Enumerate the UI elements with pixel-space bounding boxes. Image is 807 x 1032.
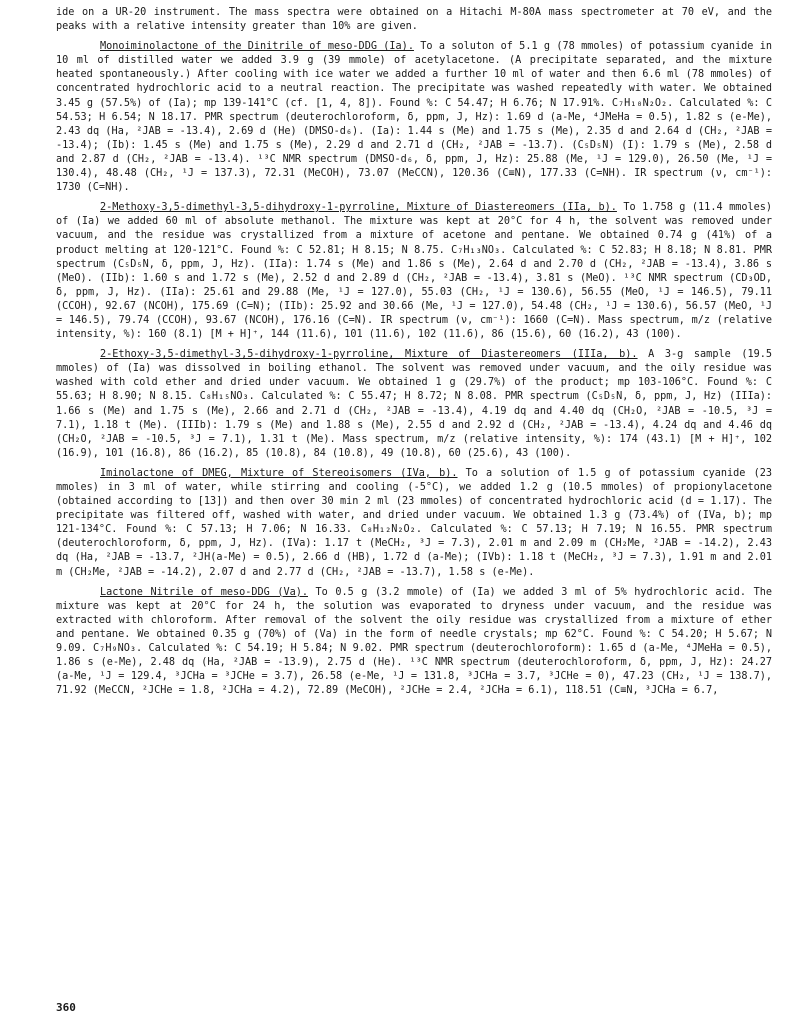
section-iia-b — [56, 201, 772, 342]
page-number: 360 — [56, 1001, 76, 1014]
section-ia — [56, 40, 772, 195]
section-va — [56, 586, 772, 699]
section-iva-b — [56, 467, 772, 580]
section-heading-iiia-b: 2-Ethoxy-3,5-dimethyl-3,5-dihydroxy-1-pyrroline, Mixture of Diastereomers (IIIa, b). — [100, 349, 638, 361]
section-body-iiia-b: A 3-g sample (19.5 mmoles) of (Ia) was dissolved in boiling ethanol. The solvent was removed under vacuum, and the oily residue was washed with cold ether and dried under vacuum. We obtained 1 g (29.7%) of the product; mp 103-106°C. Found %: C 55.63; H 8.90; N 8.15. C₈H₁₅NO₃. Calculated %: C 55.47; H 8.72; N 8.08. PMR spectrum (C₅D₅N, δ, ppm, J, Hz) (IIIa): 1.66 s (Me) and 1.75 s (Me), 2.66 and 2.71 d (CH₂, ²JAB = -13.4), 4.19 dq and 4.40 dq (CH₂O, ²JAB = -10.5, ³J = 7.1), 1.18 t (Me). (IIIb): 1.79 s (Me) and 1.88 s (Me), 2.55 d and 2.92 d (CH₂, ²JAB = -13.4), 4.24 dq and 4.46 dq (CH₂O, ²JAB = -10.5, ³J = 7.1), 1.31 t (Me). Mass spectrum, m/z (relative intensity, %): 174 (43.1) [M + H]⁺, 102 (16.9), 101 (16.8), 86 (16.2), 85 (10.8), 84 (10.8), 49 (10.8), 60 (25.6), 43 (100). — [56, 349, 772, 459]
section-heading-iva-b: Iminolactone of DMEG, Mixture of Stereoisomers (IVa, b). — [100, 467, 458, 479]
section-iiia-b — [56, 348, 772, 461]
section-body-va: To 0.5 g (3.2 mmole) of (Ia) we added 3 ml of 5% hydrochloric acid. The mixture was kept at 20°C for 24 h, the solution was evaporated to dryness under vacuum, and the residue was extracted with chloroform. After removal of the solvent the oily residue was crystallized from a mixture of ether and pentane. We obtained 0.35 g (70%) of (Va) in the form of needle crystals; mp 62°C. Found %: C 54.20; H 5.67; N 9.09. C₇H₉NO₃. Calculated %: C 54.19; H 5.84; N 9.02. PMR spectrum (deuterochloroform): 1.65 d (a-Me, ⁴JMeHa = 0.5), 1.86 s (e-Me), 2.48 dq (Ha, ²JAB = -13.9), 2.75 d (He). ¹³C NMR spectrum (deuterochloroform, δ, ppm, J, Hz): 24.27 (a-Me, ¹J = 129.4, ³JCHa = ³JCHe = 3.7), 26.58 (e-Me, ¹J = 131.8, ³JCHa = 3.7, ³JCHe = 0), 47.23 (CH₂, ¹J = 138.7), 71.92 (MeCCN, ²JCHe = 1.8, ²JCHa = 4.2), 72.89 (MeCOH), ²JCHe = 2.4, ²JCHa = 6.1), 118.51 (C≡N, ³JCHa = 6.7, — [56, 586, 772, 697]
section-heading-ia: Monoiminolactone of the Dinitrile of meso-DDG (Ia). — [100, 41, 414, 53]
section-heading-va: Lactone Nitrile of meso-DDG (Va). — [100, 586, 308, 598]
section-body-iva-b: To a solution of 1.5 g of potassium cyanide (23 mmoles) in 3 ml of water, while stirring and cooling (-5°C), we added 1.2 g (10.5 mmoles) of propionylacetone (obtained according to [13]) and then over 30 min 2 ml (23 mmoles) of concentrated hydrochloric acid (d = 1.17). The precipitate was filtered off, washed with water, and dried under vacuum. We obtained 1.3 g (73.4%) of (IVa, b); mp 121-134°C. Found %: C 57.13; H 7.06; N 16.33. C₈H₁₂N₂O₂. Calculated %: C 57.13; H 7.19; N 16.55. PMR spectrum (deuterochloroform, δ, ppm, J, Hz). (IVa): 1.17 t (MeCH₂, ³J = 7.3), 2.01 m and 2.09 m (CH₂Me, ²JAB = -14.2), 2.43 dq (Ha, ²JAB = -13.7, ²JH(a-Me) = 0.5), 2.66 d (HB), 1.72 d (a-Me); (IVb): 1.18 t (MeCH₂, ³J = 7.3), 1.91 m and 2.01 m (CH₂Me, ²JAB = -14.2), 2.07 d and 2.77 d (CH₂, ²JAB = -13.7), 1.58 s (e-Me). — [56, 467, 772, 578]
section-body-ia: To a soluton of 5.1 g (78 mmoles) of potassium cyanide in 10 ml of distilled water we added 3.9 g (39 mmole) of acetylacetone. (A precipitate separated, and the mixture heated spontaneously.) After cooling with ice water we added a further 10 ml of water and then 6.6 ml (78 mmoles) of concentrated hydrochloric acid to a neutral reaction. The precipitate was washed repeatedly with water. We obtained 3.45 g (57.5%) of (Ia); mp 139-141°C (cf. [1, 4, 8]). Found %: C 54.47; H 6.76; N 17.91%. C₇H₁₀N₂O₂. Calculated %: C 54.53; H 6.54; N 18.17. PMR spectrum (deuterochloroform, δ, ppm, J, Hz): 1.69 d (a-Me, ⁴JMeHa = 0.5), 1.82 s (e-Me), 2.43 dq (Ha, ²JAB = -13.4), 2.69 d (He) (DMSO-d₆). (Ia): 1.44 s (Me) and 1.75 s (Me), 2.35 d and 2.64 d (CH₂, ²JAB = -13.4); (Ib): 1.45 s (Me) and 1.75 s (Me), 2.29 d and 2.71 d (CH₂, ²JAB = -13.7). (C₅D₅N) (I): 1.79 s (Me), 2.58 d and 2.87 d (CH₂, ²JAB = -13.4). ¹³C NMR spectrum (DMSO-d₆, δ, ppm, J, Hz): 25.88 (Me, ¹J = 129.0), 26.50 (Me, ¹J = 130.4), 48.48 (CH₂, ¹J = 137.3), 72.31 (MeCOH), 73.07 (MeCCN), 120.36 (C≡N), 177.33 (C=NH). IR spectrum (ν, cm⁻¹): 1730 (C=NH). — [56, 41, 772, 194]
section-body-iia-b: To 1.758 g (11.4 mmoles) of (Ia) we added 60 ml of absolute methanol. The mixture was kept at 20°C for 4 h, the solvent was removed under vacuum, and the residue was crystallized from a mixture of acetone and pentane. We obtained 0.74 g (41%) of a product melting at 120-121°C. Found %: C 52.81; H 8.15; N 8.75. C₇H₁₃NO₃. Calculated %: C 52.83; H 8.18; N 8.81. PMR spectrum (C₅D₅N, δ, ppm, J, Hz). (IIa): 1.74 s (Me) and 1.86 s (Me), 2.64 d and 2.70 d (CH₂, ²JAB = -13.4), 3.86 s (MeO). (IIb): 1.60 s and 1.72 s (Me), 2.52 d and 2.89 d (CH₂, ²JAB = -13.4), 3.81 s (MeO). ¹³C NMR spectrum (CD₃OD, δ, ppm, J, Hz). (IIa): 25.61 and 29.88 (Me, ¹J = 127.0), 55.03 (CH₂, ¹J = 130.6), 56.55 (MeO, ¹J = 146.5), 79.11 (CCOH), 92.67 (NCOH), 175.69 (C=N); (IIb): 25.92 and 30.66 (Me, ¹J = 127.0), 54.48 (CH₂, ¹J = 130.6), 56.57 (MeO, ¹J = 146.5), 79.74 (CCOH), 93.67 (NCOH), 176.16 (C=N). IR spectrum (ν, cm⁻¹): 1660 (C=N). Mass spectrum, m/z (relative intensity, %): 160 (8.1) [M + H]⁺, 144 (11.6), 101 (11.6), 102 (11.6), 86 (15.6), 60 (16.2), 43 (100). — [56, 202, 772, 341]
section-heading-iia-b: 2-Methoxy-3,5-dimethyl-3,5-dihydroxy-1-pyrroline, Mixture of Diastereomers (IIa, b). — [100, 202, 617, 214]
article-page — [56, 6, 772, 704]
intro-paragraph: ide on a UR-20 instrument. The mass spectra were obtained on a Hitachi M-80A mass spectrometer at 70 eV, and the peaks with a relative intensity greater than 10% are given. — [56, 7, 772, 33]
